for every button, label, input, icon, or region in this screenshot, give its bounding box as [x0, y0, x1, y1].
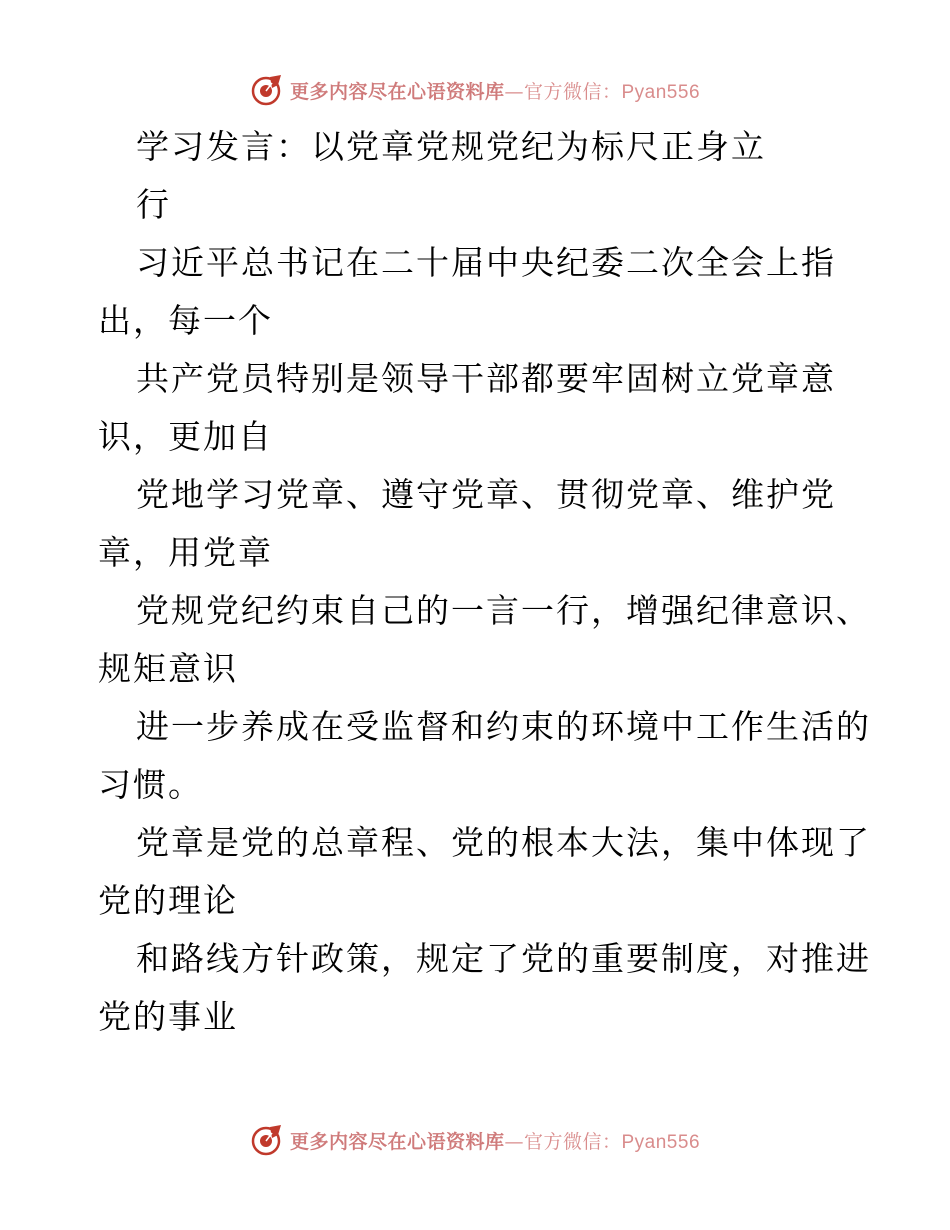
text-line: 党的理论: [98, 881, 238, 920]
text-line: 进一步养成在受监督和约束的环境中工作生活的: [136, 707, 871, 746]
text-line: 党地学习党章、遵守党章、贯彻党章、维护党: [136, 475, 836, 514]
document-body: [98, 118, 871, 1046]
text-line: 习惯。: [98, 765, 203, 804]
page-footer-banner: [0, 1120, 950, 1160]
header-separator: —: [504, 80, 524, 103]
page-header-banner: [0, 70, 950, 110]
pen-nib-logo-icon: [250, 73, 284, 107]
header-watermark: [250, 73, 700, 107]
text-line: 党的事业: [98, 997, 238, 1036]
footer-wechat-id: Pyan556: [621, 1131, 701, 1153]
header-wechat-id: Pyan556: [621, 81, 701, 103]
footer-banner-text: [290, 1127, 700, 1154]
text-line: 规矩意识: [98, 649, 238, 688]
header-banner-text: [290, 77, 700, 104]
text-line: 学习发言：以党章党规党纪为标尺正身立: [136, 127, 766, 166]
footer-separator: —: [504, 1130, 524, 1153]
footer-brand-text: 更多内容尽在心语资料库: [289, 1130, 505, 1153]
header-brand-text: 更多内容尽在心语资料库: [289, 80, 505, 103]
text-line: 行: [136, 185, 171, 224]
header-contact-label: 官方微信：: [523, 80, 622, 103]
text-line: 共产党员特别是领导干部都要牢固树立党章意: [136, 359, 836, 398]
footer-contact-label: 官方微信：: [523, 1130, 622, 1153]
text-line: 党规党纪约束自己的一言一行，增强纪律意识、: [136, 591, 871, 630]
pen-nib-logo-icon: [250, 1123, 284, 1157]
text-line: 和路线方针政策，规定了党的重要制度，对推进: [136, 939, 871, 978]
text-line: 出，每一个: [98, 301, 273, 340]
text-line: 习近平总书记在二十届中央纪委二次全会上指: [136, 243, 836, 282]
text-line: 章，用党章: [98, 533, 273, 572]
footer-watermark: [250, 1123, 700, 1157]
text-line: 识，更加自: [98, 417, 273, 456]
text-line: 党章是党的总章程、党的根本大法，集中体现了: [136, 823, 871, 862]
